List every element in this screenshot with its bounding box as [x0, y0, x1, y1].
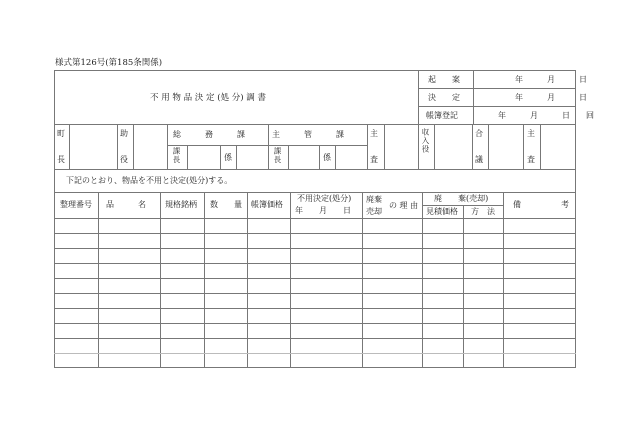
label-kacho-ga: 課長 [172, 147, 181, 164]
divider [268, 124, 269, 169]
header-disposal-top: 廃棄 [366, 195, 382, 204]
stamp-box-mg-kacho[interactable] [289, 146, 319, 169]
form-label: 様式第126号(第185条関係) [55, 58, 163, 68]
header-disposal-bottom: 売却 [366, 207, 382, 216]
label-mayor-2: 長 [57, 155, 65, 164]
table-row[interactable] [55, 264, 575, 278]
header-spec: 規格銘柄 [165, 200, 197, 209]
header-book-price: 帳簿価格 [251, 200, 283, 209]
date-label-kian: 起 案 [428, 75, 460, 84]
divider [418, 70, 419, 124]
divider [523, 124, 524, 169]
label-kakari-ga: 係 [224, 153, 232, 162]
divider [54, 169, 576, 170]
header-decision-date: 年 月 日 [295, 206, 351, 215]
stamp-box-treasurer[interactable] [435, 125, 472, 169]
date-value-kian: 年 月 日 [515, 75, 587, 84]
table-row[interactable] [55, 309, 575, 323]
label-managing: 主 管 課 [272, 130, 344, 139]
label-shusa-2: 査 [370, 155, 378, 164]
header-remarks: 備 考 [513, 200, 569, 209]
header-quantity: 数 量 [210, 200, 242, 209]
table-row[interactable] [55, 219, 575, 233]
divider [167, 124, 168, 169]
form-title: 不 用 物 品 決 定 (処 分) 調 書 [150, 93, 266, 103]
table-row[interactable] [55, 279, 575, 293]
divider [319, 145, 320, 169]
divider [367, 124, 368, 169]
divider [117, 124, 118, 169]
divider [220, 145, 221, 169]
label-shusa2-2: 査 [527, 155, 535, 164]
date-label-kettei: 決 定 [428, 93, 460, 102]
table-row[interactable] [55, 294, 575, 308]
label-deputy-1: 助 [120, 129, 128, 138]
divider [422, 205, 503, 206]
date-value-kettei: 年 月 日 [515, 93, 587, 102]
header-estimate: 見積価格 [426, 207, 458, 216]
table-row[interactable] [55, 324, 575, 338]
divider [472, 124, 473, 169]
date-label-touki: 帳簿登記 [426, 111, 458, 120]
stamp-box-deputy[interactable] [134, 125, 167, 169]
label-shusa2-1: 主 [527, 129, 535, 138]
header-item: 品 名 [106, 200, 146, 209]
label-aigi-2: 議 [475, 155, 483, 164]
label-mayor-1: 町 [57, 129, 65, 138]
stamp-box-shusa2[interactable] [541, 125, 576, 169]
stamp-box-shusa[interactable] [385, 125, 418, 169]
table-row[interactable] [55, 234, 575, 248]
stamp-box-mayor[interactable] [70, 125, 117, 169]
divider [54, 192, 576, 193]
stamp-box-mg-kakari[interactable] [336, 146, 367, 169]
label-treasurer: 収入役 [421, 128, 430, 154]
stamp-box-ga-kacho[interactable] [188, 146, 220, 169]
table-row[interactable] [55, 249, 575, 263]
stamp-box-aigi[interactable] [489, 125, 523, 169]
table-row[interactable] [55, 354, 575, 367]
label-shusa-1: 主 [370, 129, 378, 138]
label-kakari-mg: 係 [323, 153, 331, 162]
header-reason: の 理 由 [389, 201, 419, 210]
label-kacho-mg: 課長 [273, 147, 282, 164]
table-row[interactable] [55, 339, 575, 353]
header-decision-title: 不用決定(処分) [297, 194, 352, 203]
date-value-touki: 年 月 日 回 [498, 111, 594, 120]
label-deputy-2: 役 [120, 155, 128, 164]
label-aigi-1: 合 [475, 129, 483, 138]
header-method: 方 法 [471, 207, 495, 216]
label-general-affairs: 総 務 課 [173, 130, 245, 139]
header-number: 整理番号 [60, 200, 92, 209]
stamp-box-ga-kakari[interactable] [237, 146, 268, 169]
notice-text: 下記のとおり、物品を不用と決定(処分)する。 [66, 176, 233, 185]
header-sale-title: 廃 棄(売却) [434, 194, 489, 203]
